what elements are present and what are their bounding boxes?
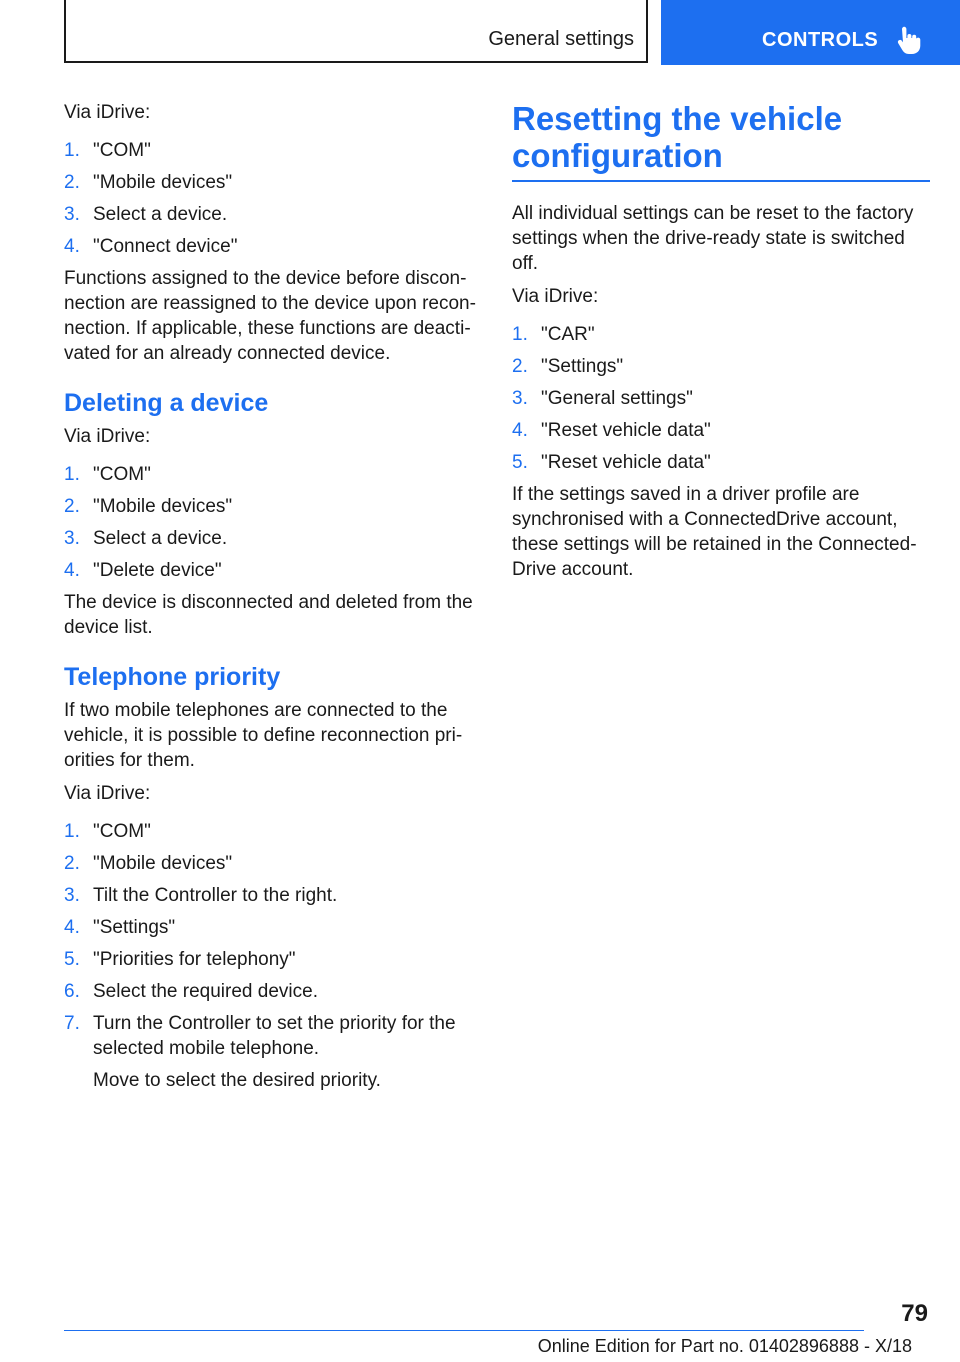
list-item: 2. "Mobile devices" [64,172,233,193]
section-title: General settings [488,28,634,50]
list-item: 2. "Mobile devices" [64,496,233,517]
pointing-hand-icon [893,26,923,56]
section-heading-resetting: Resetting the vehicle configuration [512,100,843,174]
list-item: 5. "Priorities for telephony" [64,949,296,970]
page-header [0,0,960,66]
body-paragraph: The device is disconnected and deleted from the device list. [64,592,473,638]
left-column [64,100,482,1100]
body-paragraph: All individual settings can be reset to the factory settings when the drive-ready state is switched off. [512,203,914,274]
via-idrive-label: Via iDrive: [64,102,151,123]
list-item: 4. "Connect device" [64,236,238,257]
priority-steps [64,819,482,1093]
list-item: 4. "Settings" [64,917,176,938]
step-note: Move to select the desired priority. [93,1070,381,1091]
list-item: 4. "Reset vehicle data" [512,420,711,441]
list-item: 3. "General settings" [512,388,693,409]
via-idrive-label: Via iDrive: [512,286,599,307]
list-item: 4. "Delete device" [64,560,222,581]
footer-divider [64,1330,864,1331]
section-heading-telephone-priority: Telephone priority [64,663,281,691]
body-paragraph: Functions assigned to the device before disconnection are reassigned to the device upon reconnection. If applicable, these functions are deactivated for an already connected device. [64,268,476,364]
list-item: 2. "Mobile devices" [64,853,233,874]
list-item: 1. "COM" [64,140,151,161]
body-paragraph: If two mobile telephones are connected to the vehicle, it is possible to define reconnection priorities for them. [64,700,463,771]
delete-steps [64,462,482,583]
list-item: 6. Select the required device. [64,981,318,1002]
list-item: 1. "CAR" [512,324,595,345]
list-item: 5. "Reset vehicle data" [512,452,711,473]
via-idrive-label: Via iDrive: [64,783,151,804]
section-heading-deleting: Deleting a device [64,389,269,417]
list-item: 7. Turn the Controller to set the priority for the selected mobile telephone. Move to select the desired priority. [64,1011,482,1093]
edition-note: Online Edition for Part no. 01402896888 - X/18 [537,1336,912,1356]
list-item: 3. Tilt the Controller to the right. [64,885,338,906]
controls-tab-label: CONTROLS [762,29,879,51]
list-item: 1. "COM" [64,464,151,485]
heading-rule [512,180,930,182]
body-paragraph: If the settings saved in a driver profile are synchronised with a ConnectedDrive account, these settings will be retained in the ConnectedDrive account. [512,484,917,580]
list-item: 2. "Settings" [512,356,624,377]
right-column [512,100,930,590]
list-item: 3. Select a device. [64,204,228,225]
controls-tab[interactable] [661,0,960,65]
header-section-box [64,0,648,63]
via-idrive-label: Via iDrive: [64,426,151,447]
page-number: 79 [901,1300,928,1327]
list-item: 1. "COM" [64,821,151,842]
list-item: 3. Select a device. [64,528,228,549]
connect-steps [64,138,482,259]
reset-steps [512,322,930,475]
